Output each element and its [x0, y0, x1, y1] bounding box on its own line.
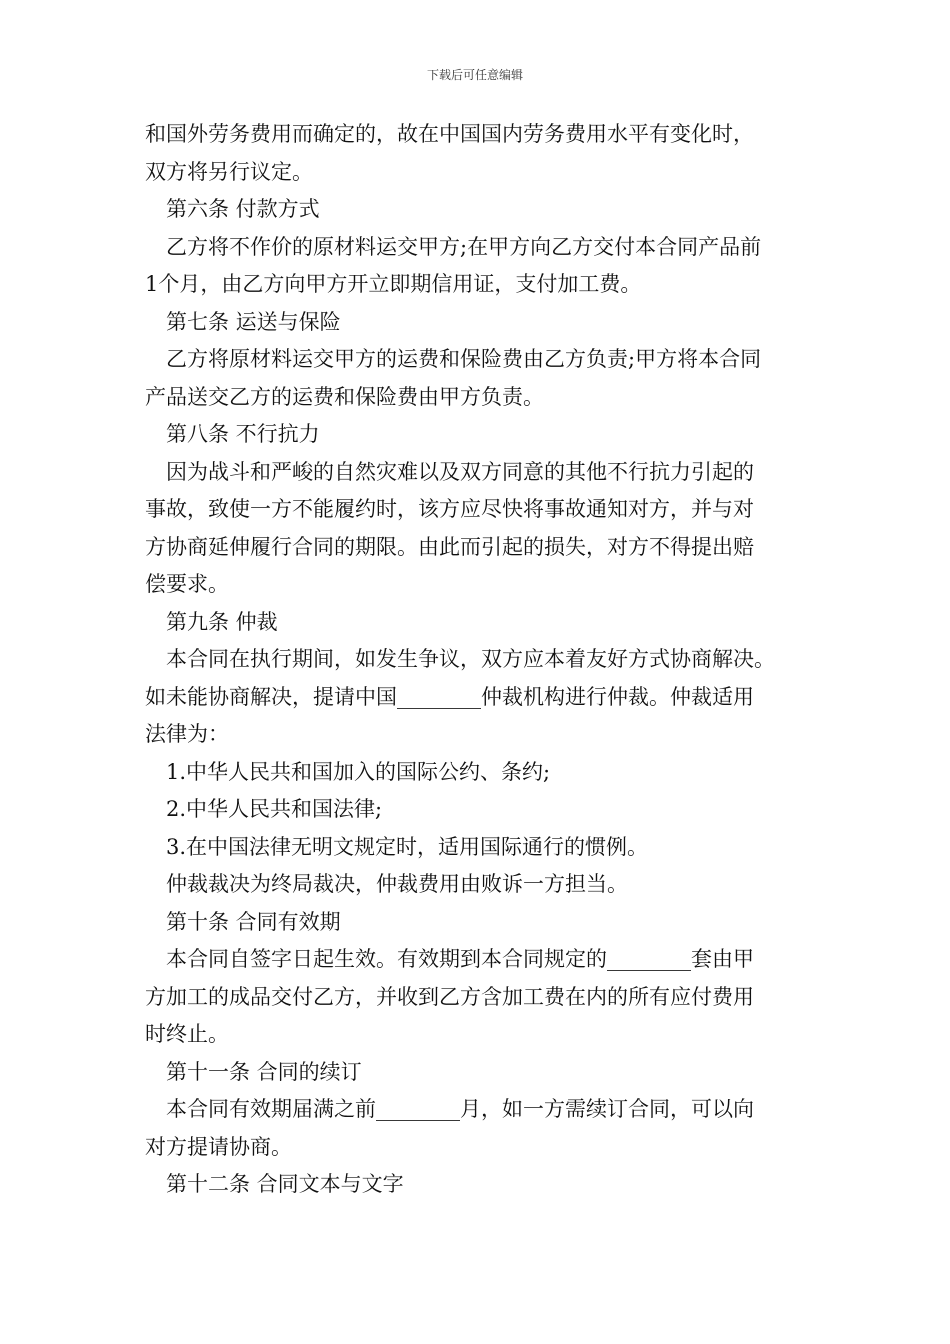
text-line: 乙方将不作价的原材料运交甲方;在甲方向乙方交付本合同产品前	[166, 234, 762, 259]
text-line: 2.中华人民共和国法律;	[166, 797, 383, 821]
text-line: 法律为：	[145, 722, 229, 746]
text-line: 事故，致使一方不能履约时，该方应尽快将事故通知对方，并与对	[145, 497, 754, 521]
text-line: 3.在中国法律无明文规定时，适用国际通行的惯例。	[166, 834, 649, 859]
text-line: 方加工的成品交付乙方，并收到乙方含加工费在内的所有应付费用	[145, 984, 754, 1009]
text-line: 第十一条 合同的续订	[166, 1059, 362, 1084]
text-line: 偿要求。	[145, 572, 229, 596]
text-line: 因为战斗和严峻的自然灾难以及双方同意的其他不行抗力引起的	[166, 459, 754, 484]
text-line: 方协商延伸履行合同的期限。由此而引起的损失，对方不得提出赔	[145, 534, 754, 559]
document-body	[145, 116, 810, 1204]
text-line: 乙方将原材料运交甲方的运费和保险费由乙方负责;甲方将本合同	[166, 347, 762, 371]
text-line: 和国外劳务费用而确定的，故在中国国内劳务费用水平有变化时，	[145, 122, 754, 146]
text-line: 仲裁裁决为终局裁决，仲裁费用由败诉一方担当。	[166, 872, 628, 896]
text-line: 产品送交乙方的运费和保险费由甲方负责。	[145, 384, 544, 409]
text-line: 第七条 运送与保险	[166, 309, 341, 334]
text-line: 双方将另行议定。	[145, 159, 313, 184]
text-line: 时终止。	[145, 1022, 229, 1046]
text-line: 第六条 付款方式	[166, 197, 320, 221]
text-line: 本合同在执行期间，如发生争议，双方应本着友好方式协商解决。	[166, 647, 775, 671]
text-line: 第十条 合同有效期	[166, 909, 341, 934]
page-header: 下载后可任意编辑	[426, 68, 523, 82]
text-line: 本合同自签字日起生效。有效期到本合同规定的________套由甲	[166, 947, 754, 971]
text-line: 第十二条 合同文本与文字	[166, 1172, 404, 1196]
text-line: 1个月，由乙方向甲方开立即期信用证，支付加工费。	[145, 272, 642, 296]
text-line: 第九条 仲裁	[166, 609, 278, 634]
text-line: 第八条 不行抗力	[166, 422, 320, 446]
text-line: 本合同有效期届满之前________月，如一方需续订合同，可以向	[166, 1097, 754, 1121]
text-line: 如未能协商解决，提请中国________仲裁机构进行仲裁。仲裁适用	[145, 684, 754, 709]
text-line: 对方提请协商。	[145, 1134, 292, 1159]
text-line: 1.中华人民共和国加入的国际公约、条约;	[166, 759, 551, 784]
